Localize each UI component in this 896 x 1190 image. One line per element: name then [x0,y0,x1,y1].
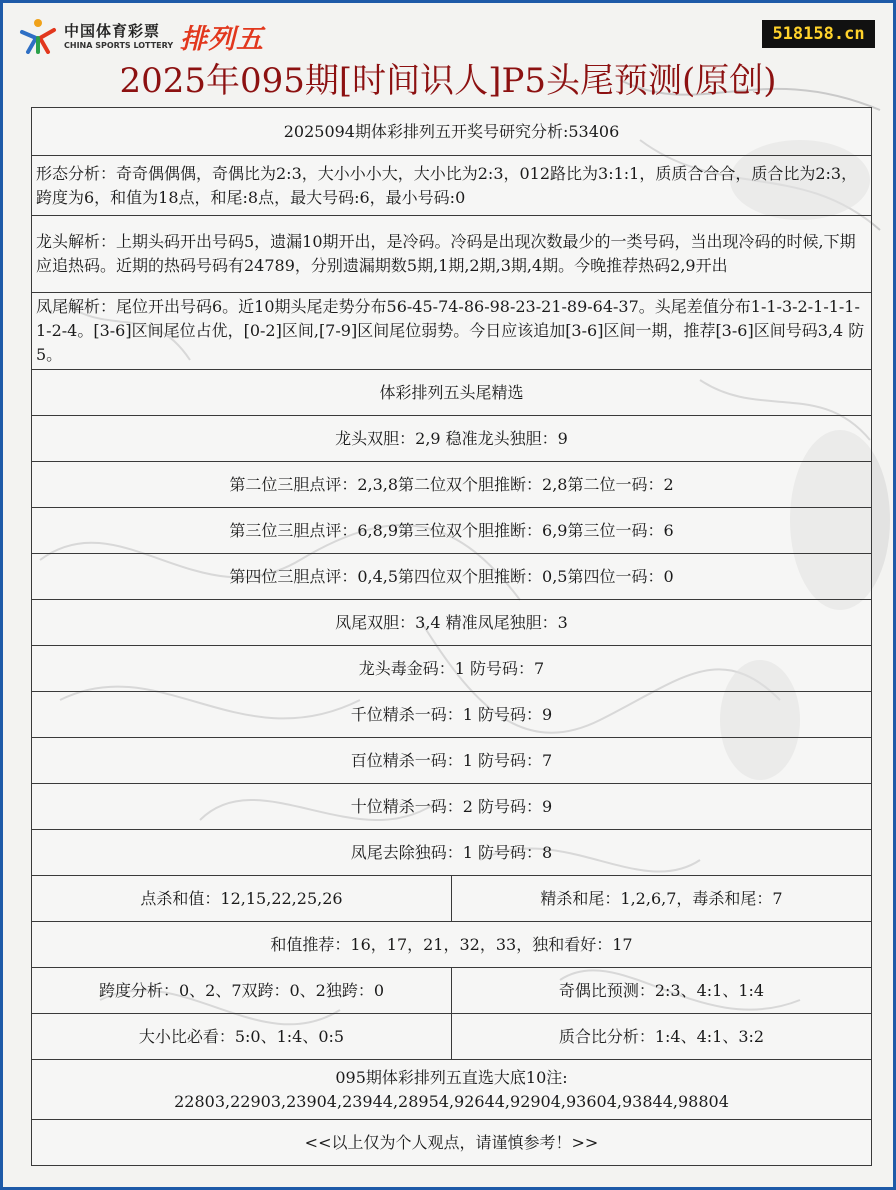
logo-text-cn: 中国体育彩票 [64,22,161,40]
table-row [32,293,872,370]
table-row [32,784,872,830]
direct-pick-title: 095期体彩排列五直选大底10注: [335,1067,568,1087]
table-row [32,1120,872,1166]
direct-pick-cell [32,1060,872,1120]
page-title: 2025年095期[时间识人]P5头尾预测(原创) [119,61,777,101]
table-row [32,876,872,922]
table-row [32,370,872,416]
head-poison-cell: 龙头毒金码：1 防号码：7 [32,646,872,692]
sum-recommend-cell: 和值推荐：16，17，21，32，33，独和看好：17 [32,922,872,968]
shape-analysis-cell: 形态分析：奇奇偶偶偶，奇偶比为2:3，大小小小大，大小比为2:3，012路比为3:1:1，质质合合合，质合比为2:3，跨度为6，和值为18点，和尾:8点，最大号码:6，最小号码:0 [32,156,872,216]
disclaimer-cell: <<以上仅为个人观点，请谨慎参考！>> [32,1120,872,1166]
section-heading-cell: 体彩排列五头尾精选 [32,370,872,416]
head-analysis-cell: 龙头解析：上期头码开出号码5，遗漏10期开出，是冷码。冷码是出现次数最少的一类号码，当出现冷码的时候,下期应追热码。近期的热码号码有24789，分别遗漏期数5期,1期,2期,3期,4期。今晚推荐热码2,9开出 [32,216,872,293]
tail-remove-cell: 凤尾去除独码：1 防号码：8 [32,830,872,876]
table-row [32,216,872,293]
table-row [32,416,872,462]
sum-kill-cell: 点杀和值：12,15,22,25,26 [32,876,452,922]
thousands-kill-cell: 千位精杀一码：1 防号码：9 [32,692,872,738]
hundreds-kill-cell: 百位精杀一码：1 防号码：7 [32,738,872,784]
table-row [32,968,872,1014]
span-analysis-cell: 跨度分析：0、2、7双跨：0、2独跨：0 [32,968,452,1014]
prediction-table [31,107,872,1166]
logo-p5-text: 排列五 [180,24,264,55]
direct-pick-numbers: 22803,22903,23904,23944,28954,92644,92904,93604,93844,98804 [174,1091,729,1111]
table-row [32,1014,872,1060]
table-row [32,1060,872,1120]
prime-composite-cell: 质合比分析：1:4、4:1、3:2 [452,1014,872,1060]
fourth-pos-cell: 第四位三胆点评：0,4,5第四位双个胆推断：0,5第四位一码：0 [32,554,872,600]
analysis-title-cell: 2025094期体彩排列五开奖号研究分析:53406 [32,108,872,156]
table-row [32,922,872,968]
sum-tail-kill-cell: 精杀和尾：1,2,6,7，毒杀和尾：7 [452,876,872,922]
logo-text-en: CHINA SPORTS LOTTERY [64,41,174,50]
tens-kill-cell: 十位精杀一码：2 防号码：9 [32,784,872,830]
table-row [32,508,872,554]
third-pos-cell: 第三位三胆点评：6,8,9第三位双个胆推断：6,9第三位一码：6 [32,508,872,554]
table-row [32,646,872,692]
table-row [32,554,872,600]
odd-even-cell: 奇偶比预测：2:3、4:1、1:4 [452,968,872,1014]
table-row [32,830,872,876]
site-badge[interactable]: 518158.cn [762,20,875,48]
head-pick-cell: 龙头双胆：2,9 稳准龙头独胆：9 [32,416,872,462]
second-pos-cell: 第二位三胆点评：2,3,8第二位双个胆推断：2,8第二位一码：2 [32,462,872,508]
table-row [32,600,872,646]
table-row [32,738,872,784]
table-row [32,692,872,738]
table-row [32,462,872,508]
big-small-cell: 大小比必看：5:0、1:4、0:5 [32,1014,452,1060]
table-row [32,108,872,156]
lottery-logo-icon [18,18,58,54]
tail-analysis-cell: 凤尾解析：尾位开出号码6。近10期头尾走势分布56-45-74-86-98-23-21-89-64-37。头尾差值分布1-1-3-2-1-1-1-1-2-4。[3-6]区间尾位占优，[0-2]区间,[7-9]区间尾位弱势。今日应该追加[3-6]区间一期，推荐[3-6]区间号码3,4 防5。 [32,293,872,370]
table-row [32,156,872,216]
tail-pick-cell: 凤尾双胆：3,4 精准凤尾独胆：3 [32,600,872,646]
